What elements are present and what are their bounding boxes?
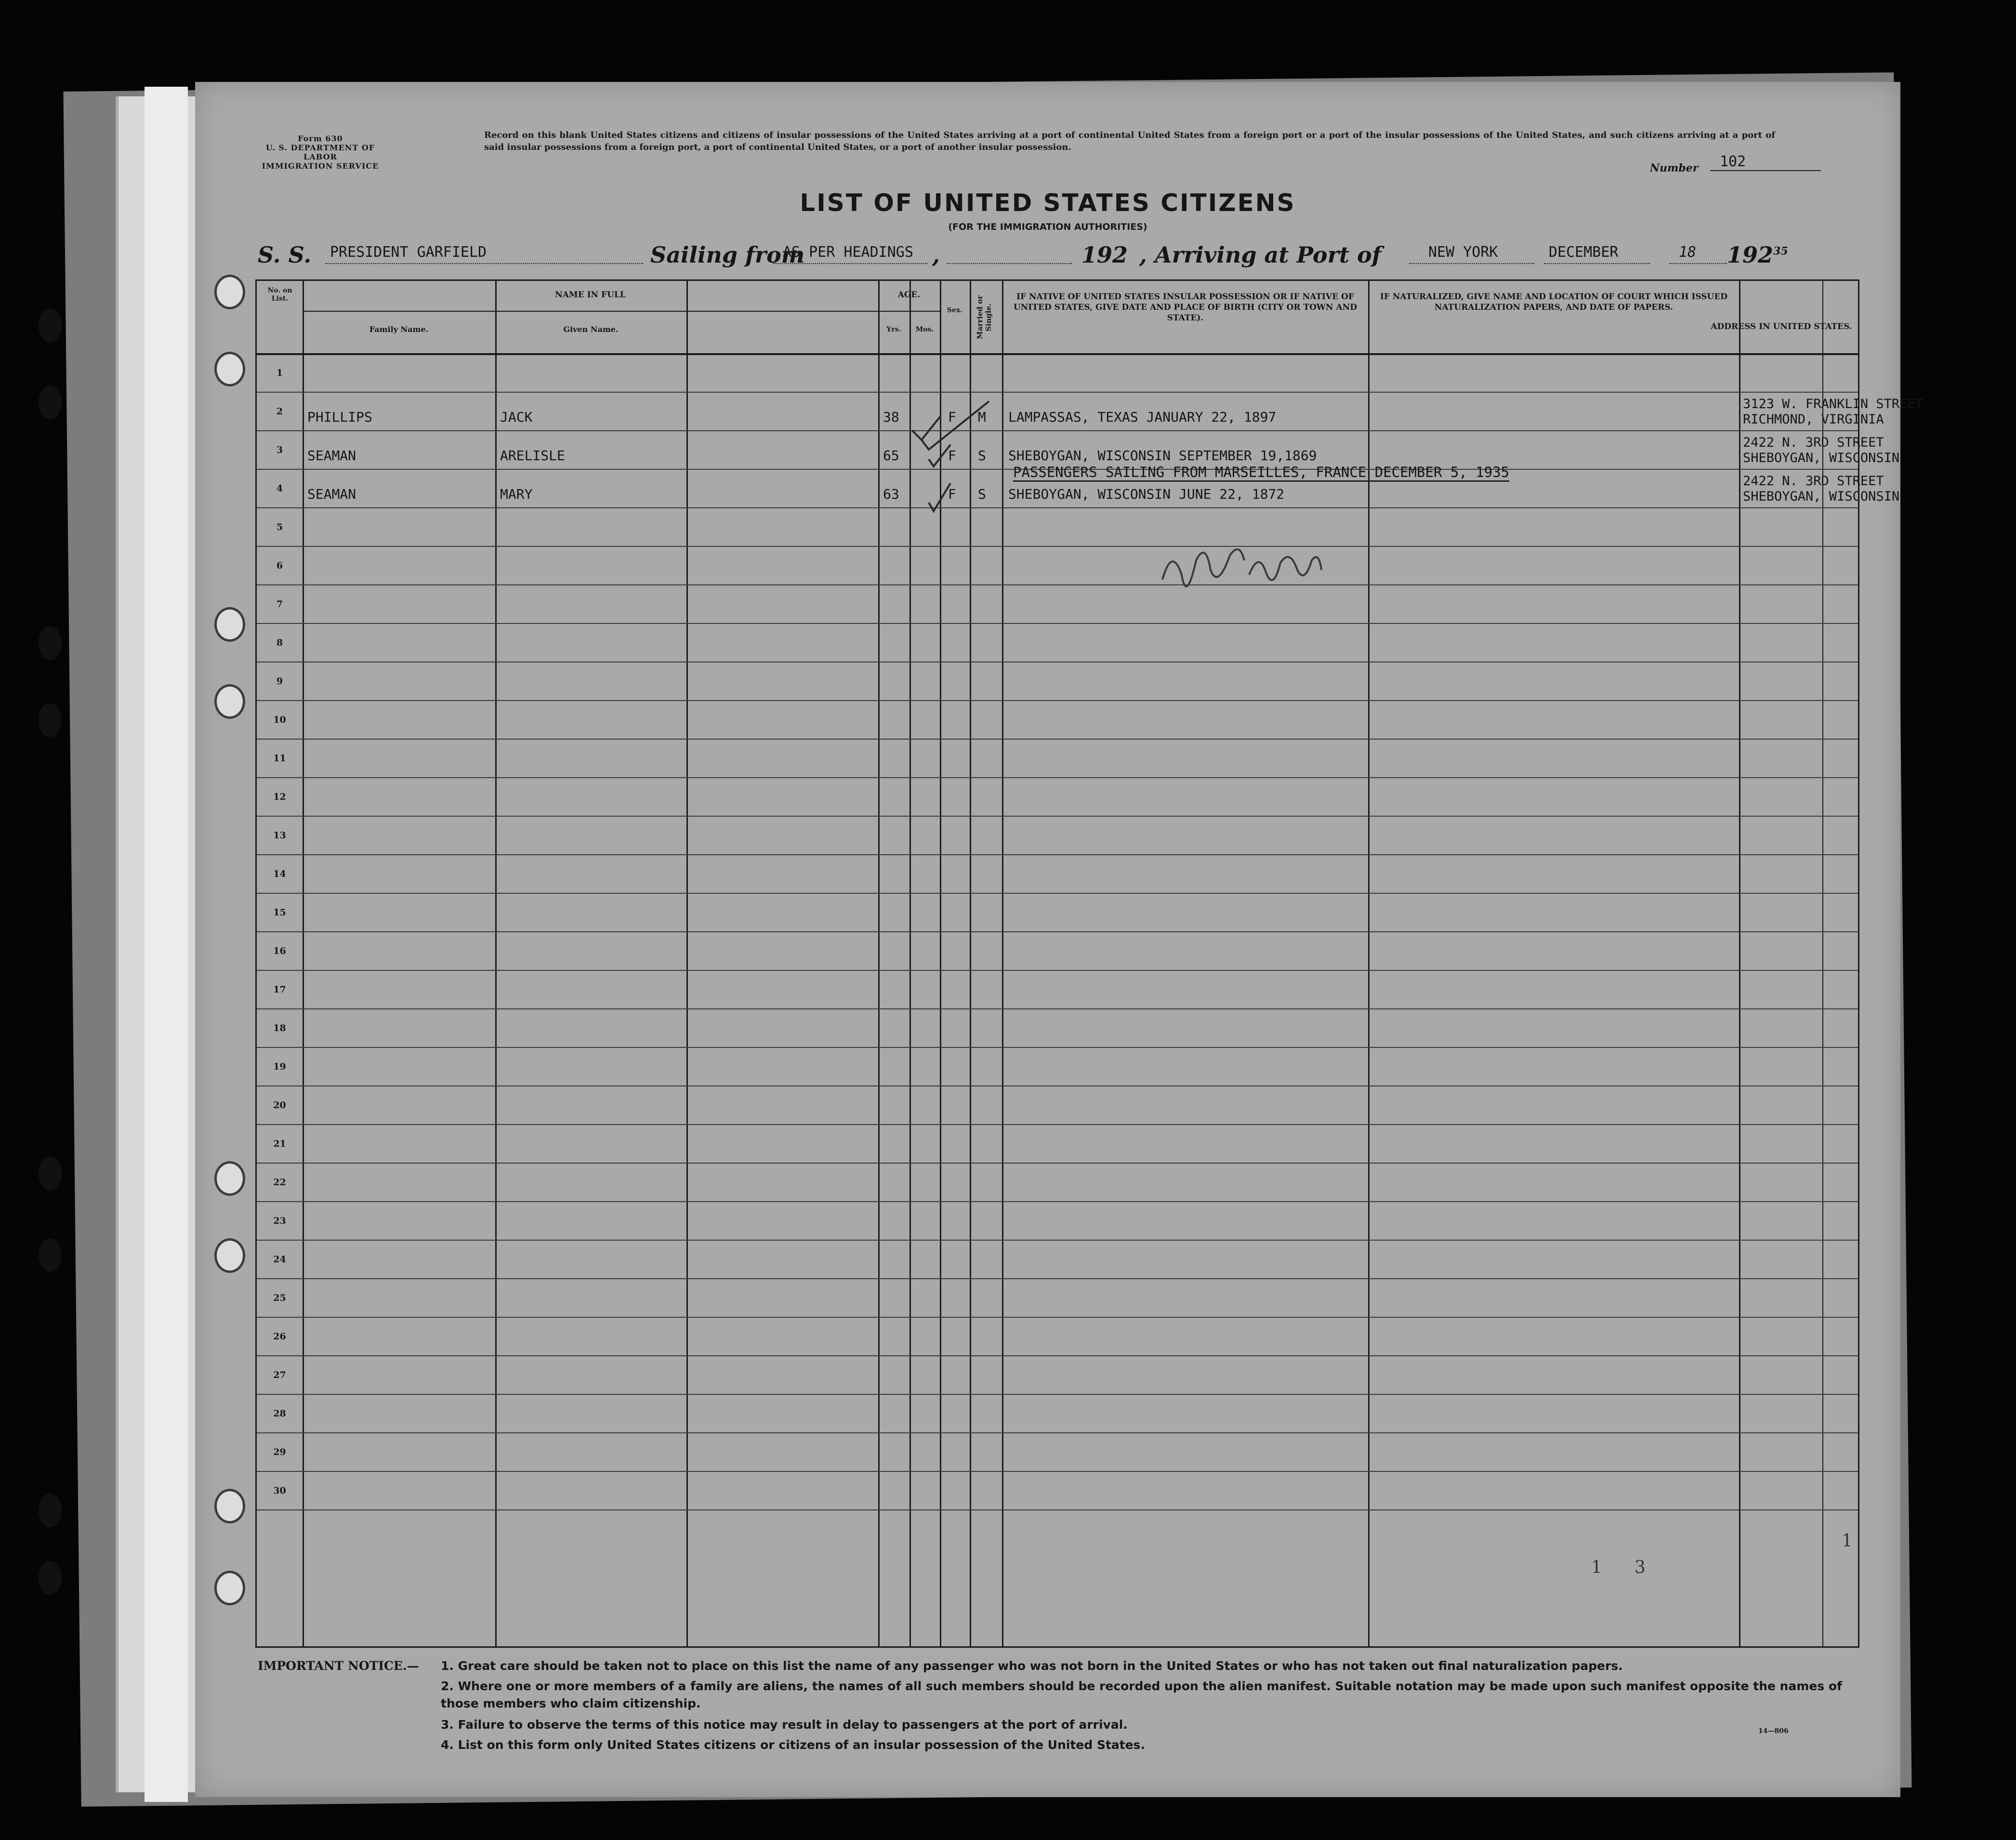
- row-number: 21: [273, 1138, 286, 1149]
- age-years-cell: 38: [883, 409, 899, 425]
- punch-hole: [214, 1571, 245, 1605]
- form-identifier: [248, 134, 393, 171]
- sailing-year: 192: [1081, 242, 1128, 268]
- row-number: 27: [273, 1370, 286, 1380]
- sailing-from: AS PER HEADINGS: [773, 244, 927, 264]
- row-number: 22: [273, 1177, 286, 1188]
- punch-hole: [214, 1489, 245, 1523]
- address-line-2: SHEBOYGAN, WISCONSIN: [1743, 450, 1900, 465]
- row-number: 11: [273, 753, 286, 764]
- marital-status-cell: M: [978, 409, 986, 425]
- punch-hole: [214, 1238, 245, 1273]
- row-number: 16: [273, 946, 286, 956]
- row-number: 20: [273, 1100, 286, 1111]
- header-married-single: Married or Single.: [975, 295, 993, 340]
- sex-cell: F: [948, 448, 956, 463]
- punch-hole: [214, 1161, 245, 1196]
- service-name: IMMIGRATION SERVICE: [262, 161, 379, 171]
- marital-status-cell: S: [978, 486, 986, 502]
- check-mark: [922, 401, 989, 450]
- department-name: U. S. DEPARTMENT OF LABOR: [265, 143, 375, 161]
- header-age: AGE.: [897, 290, 921, 300]
- row-number: 18: [273, 1023, 286, 1033]
- given-name-cell: ARELISLE: [500, 448, 565, 463]
- header-given-name: Given Name.: [563, 325, 619, 334]
- form-code: 14—806: [1758, 1727, 1789, 1735]
- binder-hole: [39, 385, 62, 419]
- given-name-cell: JACK: [500, 409, 533, 425]
- page-subtitle: (FOR THE IMMIGRATION AUTHORITIES): [948, 222, 1147, 232]
- row-number: 29: [273, 1447, 286, 1457]
- sex-cell: F: [948, 409, 956, 425]
- check-mark: [929, 483, 950, 511]
- address-line-1: 3123 W. FRANKLIN STREET: [1743, 397, 1923, 411]
- arrival-port: NEW YORK: [1409, 244, 1534, 264]
- header-address-label: ADDRESS IN UNITED STATES.: [1711, 322, 1852, 331]
- row-number: 28: [273, 1408, 286, 1419]
- marital-status-cell: S: [978, 448, 986, 463]
- punch-hole: [214, 275, 245, 309]
- check-mark: [912, 416, 941, 440]
- header-mos: Mos.: [915, 326, 934, 333]
- notice-heading: IMPORTANT NOTICE.—: [258, 1659, 419, 1673]
- row-number: 8: [276, 637, 283, 648]
- check-marks: [257, 281, 1861, 1649]
- punch-hole: [214, 352, 245, 386]
- row-number: 12: [273, 792, 286, 802]
- tally-mark: 1: [1591, 1558, 1602, 1577]
- age-years-cell: 65: [883, 448, 899, 463]
- arrival-year: $192^{35}$: [1727, 242, 1788, 268]
- address-line-2: SHEBOYGAN, WISCONSIN: [1743, 489, 1900, 504]
- row-number: 9: [276, 676, 283, 687]
- row-number: 24: [273, 1254, 286, 1265]
- row-number: 14: [273, 869, 286, 879]
- address-line-1: 2422 N. 3RD STREET: [1743, 435, 1884, 450]
- birth-place-date-cell: LAMPASSAS, TEXAS JANUARY 22, 1897: [1008, 409, 1277, 425]
- address-line-1: 2422 N. 3RD STREET: [1743, 474, 1884, 489]
- header-no-on-list: No. on List.: [267, 287, 292, 303]
- binder-strip: [145, 87, 188, 1802]
- ss-label: S. S.: [258, 242, 312, 268]
- row-number: 7: [276, 599, 283, 609]
- row-number: 2: [276, 406, 283, 417]
- punch-hole: [214, 684, 245, 719]
- family-name-cell: SEAMAN: [307, 448, 356, 463]
- header-birth: IF NATIVE OF UNITED STATES INSULAR POSSESSION OR IF NATIVE OF UNITED STATES, GIVE DATE AND PLACE OF BIRTH (CITY OR TOWN AND STATE).: [1014, 292, 1357, 323]
- row1-note: PASSENGERS SAILING FROM MARSEILLES, FRANCE DECEMBER 5, 1935: [1013, 464, 1509, 482]
- header-name-in-full: NAME IN FULL: [555, 290, 626, 300]
- header-sex: Sex.: [947, 306, 963, 314]
- notice-item: 4. List on this form only United States citizens or citizens of an insular possession of the United States.: [441, 1738, 1146, 1752]
- row-number: 25: [273, 1293, 286, 1303]
- row-number: 17: [273, 984, 286, 995]
- row-number: 19: [273, 1061, 286, 1072]
- age-years-cell: 63: [883, 486, 899, 502]
- page-title: LIST OF UNITED STATES CITIZENS: [800, 189, 1296, 217]
- binder-hole: [39, 626, 62, 660]
- arrival-month: DECEMBER: [1544, 244, 1650, 264]
- binder-hole: [39, 1156, 62, 1190]
- ship-name: PRESIDENT GARFIELD: [325, 244, 643, 264]
- row-number: 6: [276, 560, 283, 571]
- row-number: 3: [276, 445, 283, 455]
- passenger-table: [255, 279, 1923, 1648]
- family-name-cell: SEAMAN: [307, 486, 356, 502]
- row-number: 4: [276, 483, 283, 494]
- birth-place-date-cell: SHEBOYGAN, WISCONSIN SEPTEMBER 19,1869: [1008, 448, 1317, 463]
- binder-hole: [39, 308, 62, 342]
- notice-item: 2. Where one or more members of a family are aliens, the names of all such members should be recorded upon the alien manifest. Suitable notation may be made upon such manifest opposite the names of those members who claim citizenship.: [441, 1679, 1842, 1710]
- given-name-cell: MARY: [500, 486, 533, 502]
- binder-hole: [39, 1561, 62, 1595]
- record-instructions: Record on this blank United States citizens and citizens of insular possessions of the United States arriving at a port of continental United States from a foreign port or a port of the insular possessions of the United States, and such citizens arriving at a port of said insular possessions from a foreign port, a port of continental United States, or a port of another insular possession.: [484, 130, 1775, 152]
- row-number: 5: [276, 522, 283, 532]
- header-family-name: Family Name.: [369, 325, 429, 334]
- binder-hole: [39, 1238, 62, 1272]
- arrival-day: 18: [1669, 244, 1727, 264]
- notice-item: 1. Great care should be taken not to place on this list the name of any passenger who was not born in the United States or who has not taken out final naturalization papers.: [441, 1659, 1623, 1673]
- manifest-page: [195, 82, 1923, 1797]
- number-label: Number: [1650, 162, 1699, 174]
- address-line-2: RICHMOND, VIRGINIA: [1743, 412, 1884, 427]
- row-number: 10: [273, 715, 286, 725]
- header-yrs: Yrs.: [886, 326, 901, 333]
- sailing-date-blank: [947, 244, 1072, 264]
- row-number: 23: [273, 1216, 286, 1226]
- handwritten-signature: [1162, 549, 1321, 586]
- row-number: 30: [273, 1485, 286, 1496]
- binder-hole: [39, 703, 62, 737]
- header-naturalized: IF NATURALIZED, GIVE NAME AND LOCATION OF COURT WHICH ISSUED NATURALIZATION PAPERS, AND DATE OF PAPERS.: [1380, 292, 1728, 312]
- binder-hole: [39, 1494, 62, 1527]
- notice-item: 3. Failure to observe the terms of this notice may result in delay to passengers at the port of arrival.: [441, 1718, 1128, 1732]
- tally-mark: 3: [1634, 1558, 1646, 1577]
- row-number: 13: [273, 830, 286, 841]
- family-name-cell: PHILLIPS: [307, 409, 372, 425]
- punch-hole: [214, 607, 245, 642]
- sex-cell: F: [948, 486, 956, 502]
- row-number: 1: [276, 368, 283, 378]
- arriving-label: , Arriving at Port of: [1139, 242, 1382, 268]
- birth-place-date-cell: SHEBOYGAN, WISCONSIN JUNE 22, 1872: [1008, 486, 1285, 502]
- tally-mark: 1: [1842, 1531, 1853, 1551]
- row-number: 15: [273, 907, 286, 918]
- sailing-label: Sailing from: [650, 242, 805, 268]
- row-number: 26: [273, 1331, 286, 1342]
- form-number: Form 630: [298, 134, 343, 143]
- voyage-line: S. S. PRESIDENT GARFIELD Sailing from AS PER HEADINGS , 192 , Arriving at Port of NEW YORK DECEMBER 18 $192^{35}$: [258, 242, 1788, 268]
- number-value: 102: [1710, 153, 1821, 171]
